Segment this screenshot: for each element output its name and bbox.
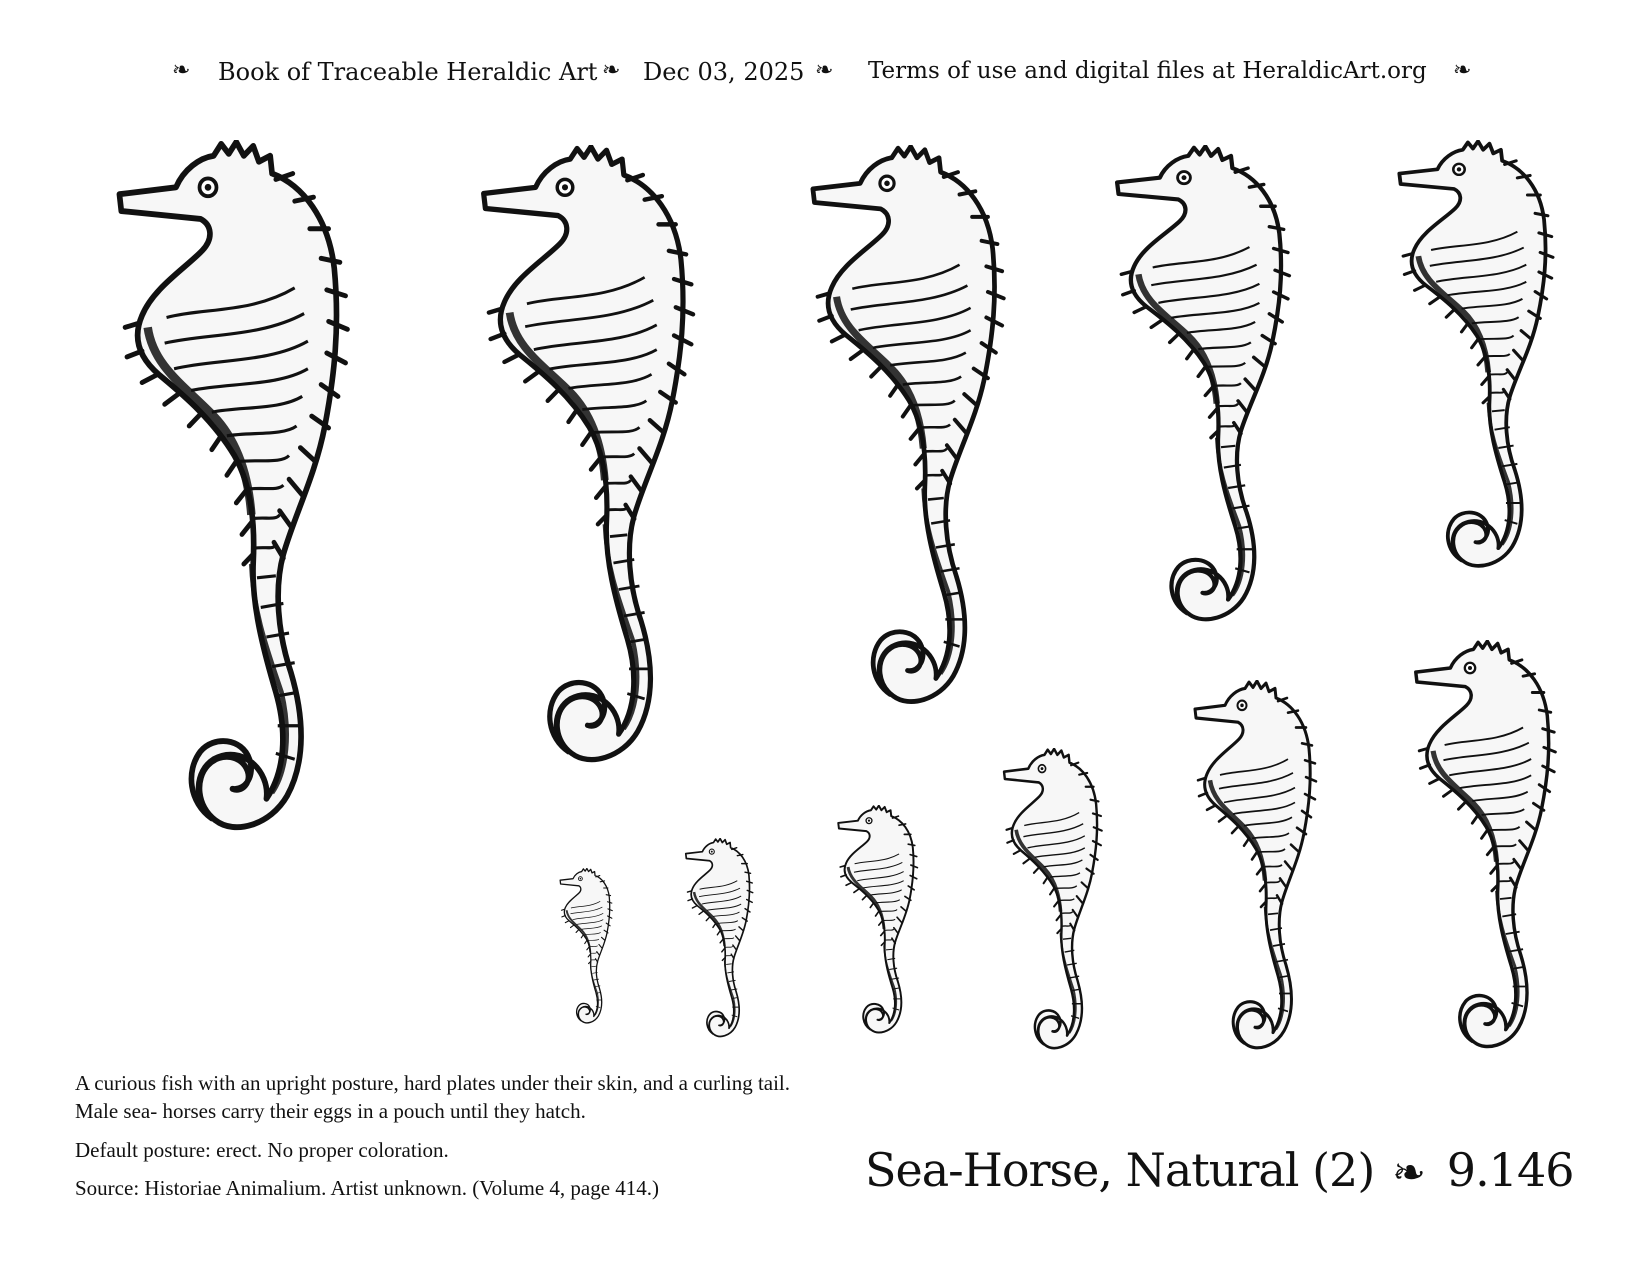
seahorse-illustration bbox=[110, 140, 355, 850]
posture-note: Default posture: erect. No proper coloration. bbox=[75, 1138, 449, 1162]
fleuron-icon: ❧ bbox=[1453, 58, 1472, 83]
plate-name: Sea-Horse, Natural (2) bbox=[865, 1143, 1375, 1197]
fleuron-icon: ❧ bbox=[602, 58, 621, 83]
seahorse-illustration bbox=[1110, 145, 1295, 635]
book-title: Book of Traceable Heraldic Art bbox=[218, 58, 598, 86]
plate-number: 9.146 bbox=[1446, 1143, 1574, 1197]
seahorse-illustration bbox=[805, 145, 1010, 720]
fleuron-icon: ❧ bbox=[815, 58, 834, 83]
fleuron-icon: ❧ bbox=[1392, 1150, 1425, 1196]
seahorse-illustration bbox=[1000, 748, 1105, 1058]
seahorse-illustration bbox=[1393, 140, 1558, 580]
seahorse-illustration bbox=[683, 838, 755, 1043]
seahorse-illustration bbox=[1410, 640, 1560, 1060]
print-date: Dec 03, 2025 bbox=[643, 58, 805, 86]
fleuron-icon: ❧ bbox=[172, 58, 191, 83]
description-line: Male sea- horses carry their eggs in a pouch until they hatch. bbox=[75, 1099, 586, 1123]
page-header bbox=[0, 58, 1650, 98]
seahorse-illustration bbox=[475, 145, 700, 780]
description-line: A curious fish with an upright posture, hard plates under their skin, and a curling tail. bbox=[75, 1071, 791, 1095]
seahorse-illustration bbox=[558, 868, 614, 1028]
terms-link[interactable]: Terms of use and digital files at HeraldicArt.org bbox=[868, 58, 1427, 84]
seahorse-illustration bbox=[1190, 680, 1320, 1060]
seahorse-illustration bbox=[835, 805, 920, 1040]
source-citation: Source: Historiae Animalium. Artist unknown. (Volume 4, page 414.) bbox=[75, 1176, 660, 1200]
plate-title bbox=[865, 1143, 1574, 1207]
